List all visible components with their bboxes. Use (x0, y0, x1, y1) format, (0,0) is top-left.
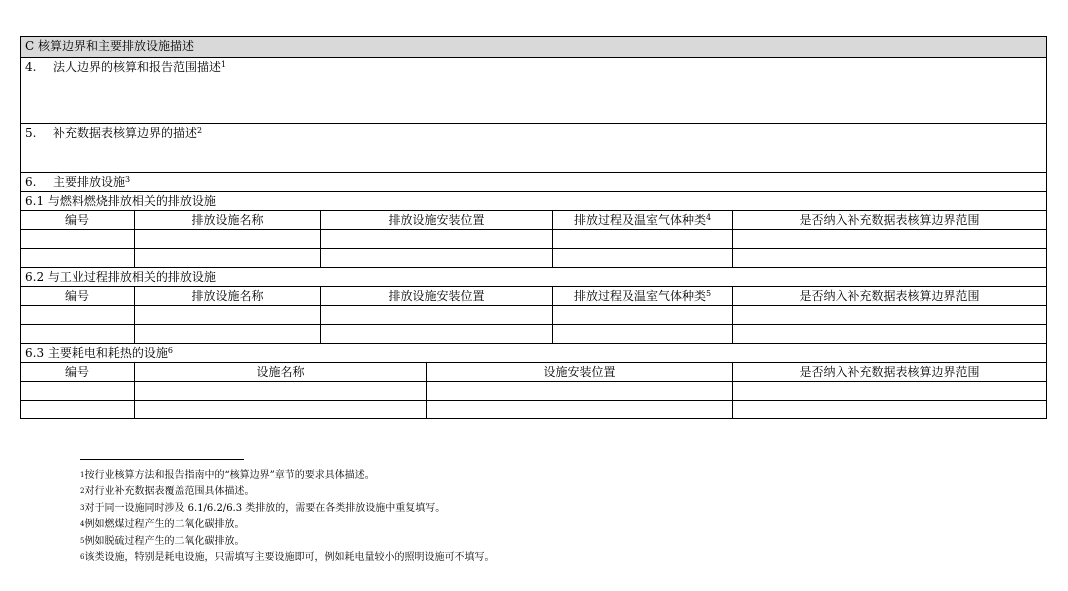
sub62-col-process-label: 排放过程及温室气体种类 (573, 289, 706, 303)
table-row (21, 382, 1047, 401)
footnote-separator (80, 459, 244, 460)
sub61-footnote-ref: 4 (705, 213, 712, 222)
sub62-title-row (21, 268, 1047, 287)
footnote-text: 该类设施，特别是耗电设施，只需填写主要设施即可，例如耗电量较小的照明设施可不填写。 (84, 552, 495, 564)
table-cell[interactable] (21, 306, 135, 325)
table-cell[interactable] (135, 230, 321, 249)
table-cell[interactable] (733, 382, 1047, 401)
sub62-header-row (21, 287, 1047, 306)
footnote-6 (80, 550, 494, 566)
table-row (21, 249, 1047, 268)
footnote-1 (80, 468, 494, 484)
footnote-mark: 1 (80, 471, 85, 479)
table-cell[interactable] (733, 325, 1047, 344)
table-cell[interactable] (321, 230, 553, 249)
item4-field[interactable] (21, 58, 1047, 124)
table-row (21, 306, 1047, 325)
sub62-col-process (553, 287, 733, 306)
table-cell[interactable] (427, 382, 733, 401)
table-row (21, 230, 1047, 249)
sub61-col-process (553, 211, 733, 230)
footnote-4 (80, 517, 494, 533)
section-header-row (21, 37, 1047, 58)
table-cell[interactable] (553, 306, 733, 325)
table-cell[interactable] (553, 249, 733, 268)
sub62-col-location: 排放设施安装位置 (321, 287, 553, 306)
table-cell[interactable] (733, 230, 1047, 249)
item4-number: 4. (25, 60, 37, 74)
item4-footnote-ref: 1 (221, 60, 227, 69)
table-cell[interactable] (321, 325, 553, 344)
footnote-2 (80, 484, 494, 500)
footnote-mark: 4 (80, 520, 85, 529)
footnote-5 (80, 534, 494, 550)
table-cell[interactable] (733, 401, 1047, 419)
table-cell[interactable] (553, 230, 733, 249)
item5-footnote-ref: 2 (197, 126, 203, 135)
table-cell[interactable] (427, 401, 733, 419)
table-cell[interactable] (553, 325, 733, 344)
table-cell[interactable] (21, 249, 135, 268)
sub63-col-name: 设施名称 (135, 363, 427, 382)
table-cell[interactable] (135, 325, 321, 344)
table-cell[interactable] (135, 382, 427, 401)
section-header (21, 37, 1047, 58)
sub63-title-text: 6.3 主要耗电和耗热的设施 (25, 346, 168, 360)
sub63-col-number: 编号 (21, 363, 135, 382)
table-row (21, 325, 1047, 344)
sub63-col-location: 设施安装位置 (427, 363, 733, 382)
sub61-col-name: 排放设施名称 (135, 211, 321, 230)
table-cell[interactable] (733, 306, 1047, 325)
table-cell[interactable] (135, 249, 321, 268)
item5-number: 5. (25, 126, 37, 140)
sub61-title: 6.1 与燃料燃烧排放相关的排放设施 (21, 192, 1047, 211)
item6-number: 6. (25, 175, 37, 189)
sub63-header-row (21, 363, 1047, 382)
footnote-text: 对于同一设施同时涉及 6.1/6.2/6.3 类排放的，需要在各类排放设施中重复填写。 (84, 502, 446, 514)
sub62-title: 6.2 与工业过程排放相关的排放设施 (21, 268, 1047, 287)
footnote-mark: 5 (80, 536, 85, 545)
table-cell[interactable] (21, 230, 135, 249)
footnote-mark: 6 (80, 553, 85, 562)
report-form (20, 36, 1046, 419)
sub62-col-name: 排放设施名称 (135, 287, 321, 306)
table-cell[interactable] (321, 249, 553, 268)
item5-row (21, 124, 1047, 173)
item4-row (21, 58, 1047, 124)
sub61-header-row (21, 211, 1047, 230)
sub61-col-included: 是否纳入补充数据表核算边界范围 (733, 211, 1047, 230)
table-cell[interactable] (321, 306, 553, 325)
table-cell[interactable] (21, 382, 135, 401)
sub61-col-process-label: 排放过程及温室气体种类 (573, 213, 706, 227)
item6-footnote-ref: 3 (125, 175, 131, 184)
section-letter: C (25, 39, 35, 53)
footnote-text: 例如燃煤过程产生的二氧化碳排放。 (84, 519, 245, 531)
table-cell[interactable] (733, 249, 1047, 268)
footnote-mark: 2 (80, 487, 85, 496)
sub62-footnote-ref: 5 (705, 289, 712, 298)
sub61-col-number: 编号 (21, 211, 135, 230)
sub62-col-included: 是否纳入补充数据表核算边界范围 (733, 287, 1047, 306)
item6-row (21, 173, 1047, 192)
sub62-col-number: 编号 (21, 287, 135, 306)
footnote-mark: 3 (80, 503, 85, 512)
item4-label: 法人边界的核算和报告范围描述 (53, 60, 222, 74)
item5-field[interactable] (21, 124, 1047, 173)
sub61-title-row (21, 192, 1047, 211)
footnote-text: 按行业核算方法和报告指南中的“核算边界”章节的要求具体描述。 (84, 470, 375, 481)
table-row (21, 401, 1047, 419)
footnote-text: 对行业补充数据表覆盖范围具体描述。 (84, 486, 255, 498)
table-cell[interactable] (135, 306, 321, 325)
table-cell[interactable] (135, 401, 427, 419)
item6-heading (21, 173, 1047, 192)
boundary-table (20, 36, 1047, 419)
footnote-text: 例如脱硫过程产生的二氧化碳排放。 (84, 535, 245, 547)
footnote-3 (80, 501, 494, 517)
sub63-title-row (21, 344, 1047, 363)
table-cell[interactable] (21, 325, 135, 344)
sub63-col-included: 是否纳入补充数据表核算边界范围 (733, 363, 1047, 382)
item6-label: 主要排放设施 (53, 175, 126, 189)
sub63-title (21, 344, 1047, 363)
section-title: 核算边界和主要排放设施描述 (38, 39, 195, 53)
footnotes (80, 468, 494, 566)
sub61-col-location: 排放设施安装位置 (321, 211, 553, 230)
sub63-footnote-ref: 6 (167, 346, 173, 355)
item5-label: 补充数据表核算边界的描述 (53, 126, 198, 140)
table-cell[interactable] (21, 401, 135, 419)
